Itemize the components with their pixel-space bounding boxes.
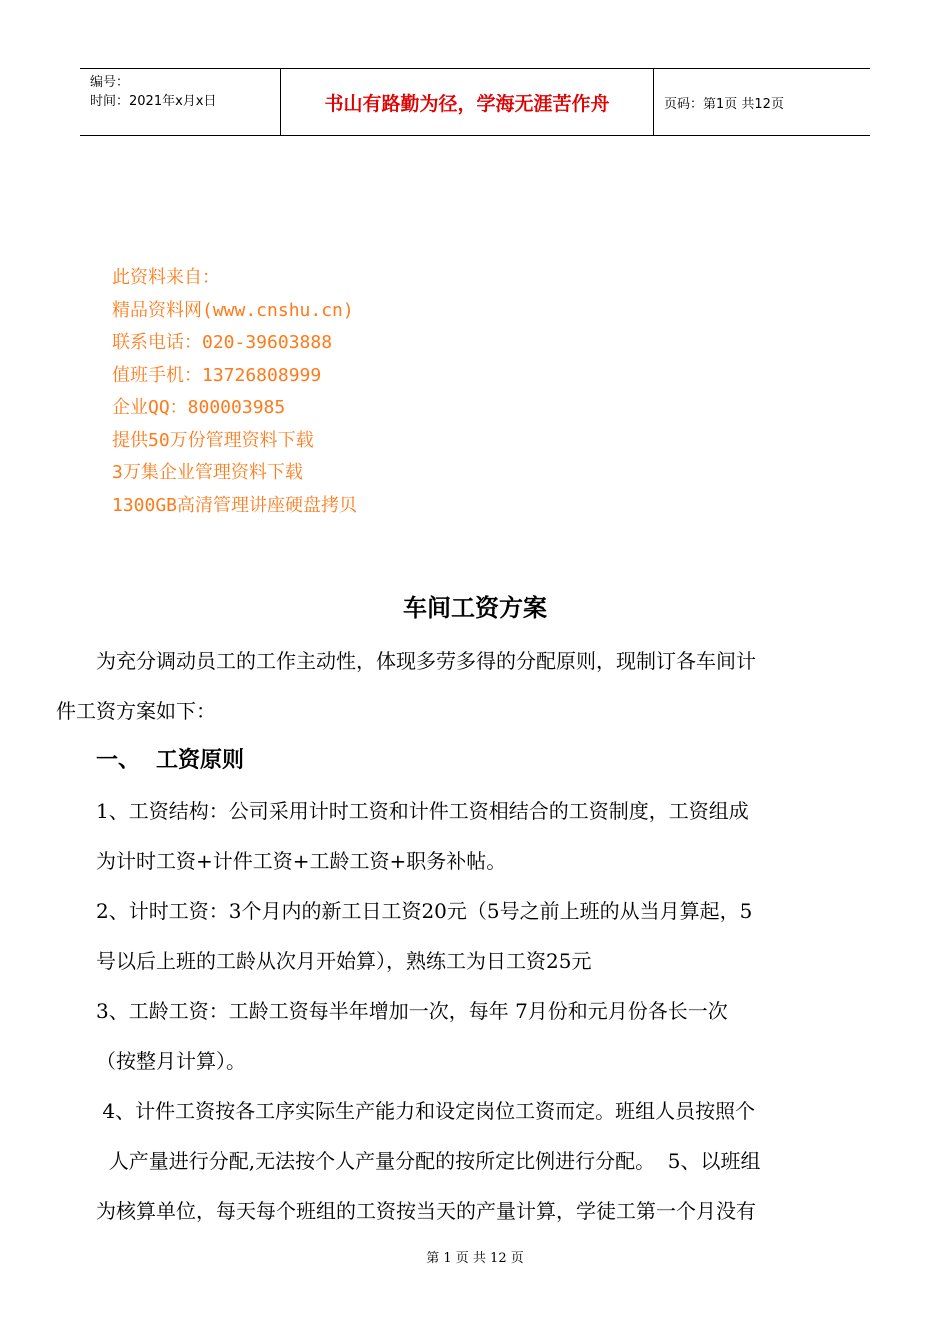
body-line: 为计时工资+计件工资+工龄工资+职务补帖。: [96, 849, 507, 873]
document-title: 车间工资方案: [403, 594, 547, 622]
ad-line: 值班手机：13726808999: [112, 364, 322, 386]
page-footer: 第 1 页 共 12 页: [426, 1251, 524, 1266]
header-table: [80, 68, 870, 136]
section-heading: [96, 736, 840, 786]
document-body: [56, 636, 840, 1236]
intro-line: 件工资方案如下：: [56, 699, 216, 723]
motto-cell: [281, 69, 654, 135]
time-label: 时间：2021年x月x日: [90, 94, 217, 109]
body-line: 2、计时工资：3个月内的新工日工资20元（5号之前上班的从当月算起，5: [96, 899, 753, 923]
page-info: 页码：第1页 共12页: [664, 96, 784, 112]
body-line: 人产量进行分配,无法按个人产量分配的按所定比例进行分配。 5、以班组: [96, 1149, 761, 1173]
ad-line: 此资料来自：: [112, 267, 220, 288]
ad-block: [112, 262, 357, 522]
ad-line: 精品资料网(www.cnshu.cn): [112, 299, 354, 321]
ad-line: 提供50万份管理资料下载: [112, 429, 314, 451]
header-meta-cell: [80, 69, 281, 135]
section-title: 工资原则: [156, 748, 245, 773]
intro-line: 为充分调动员工的工作主动性，体现多劳多得的分配原则，现制订各车间计: [96, 649, 756, 673]
body-line: 3、工龄工资：工龄工资每半年增加一次，每年 7月份和元月份各长一次: [96, 999, 728, 1023]
page-info-cell: [654, 69, 870, 135]
ad-line: 联系电话：020-39603888: [112, 332, 333, 353]
body-line: 4、计件工资按各工序实际生产能力和设定岗位工资而定。班组人员按照个: [96, 1099, 756, 1123]
motto-text: 书山有路勤为径，学海无涯苦作舟: [324, 92, 610, 115]
body-line: 为核算单位，每天每个班组的工资按当天的产量计算，学徒工第一个月没有: [96, 1199, 756, 1223]
body-line: 1、工资结构：公司采用计时工资和计件工资相结合的工资制度，工资组成: [96, 799, 749, 823]
ad-line: 企业QQ：800003985: [112, 397, 286, 418]
section-number: 一、: [96, 748, 141, 773]
ad-line: 3万集企业管理资料下载: [112, 462, 303, 483]
ad-line: 1300GB高清管理讲座硬盘拷贝: [112, 494, 358, 516]
body-line: （按整月计算）。: [96, 1049, 246, 1073]
number-label: 编号：: [90, 75, 130, 90]
body-line: 号以后上班的工龄从次月开始算），熟练工为日工资25元: [96, 949, 592, 973]
